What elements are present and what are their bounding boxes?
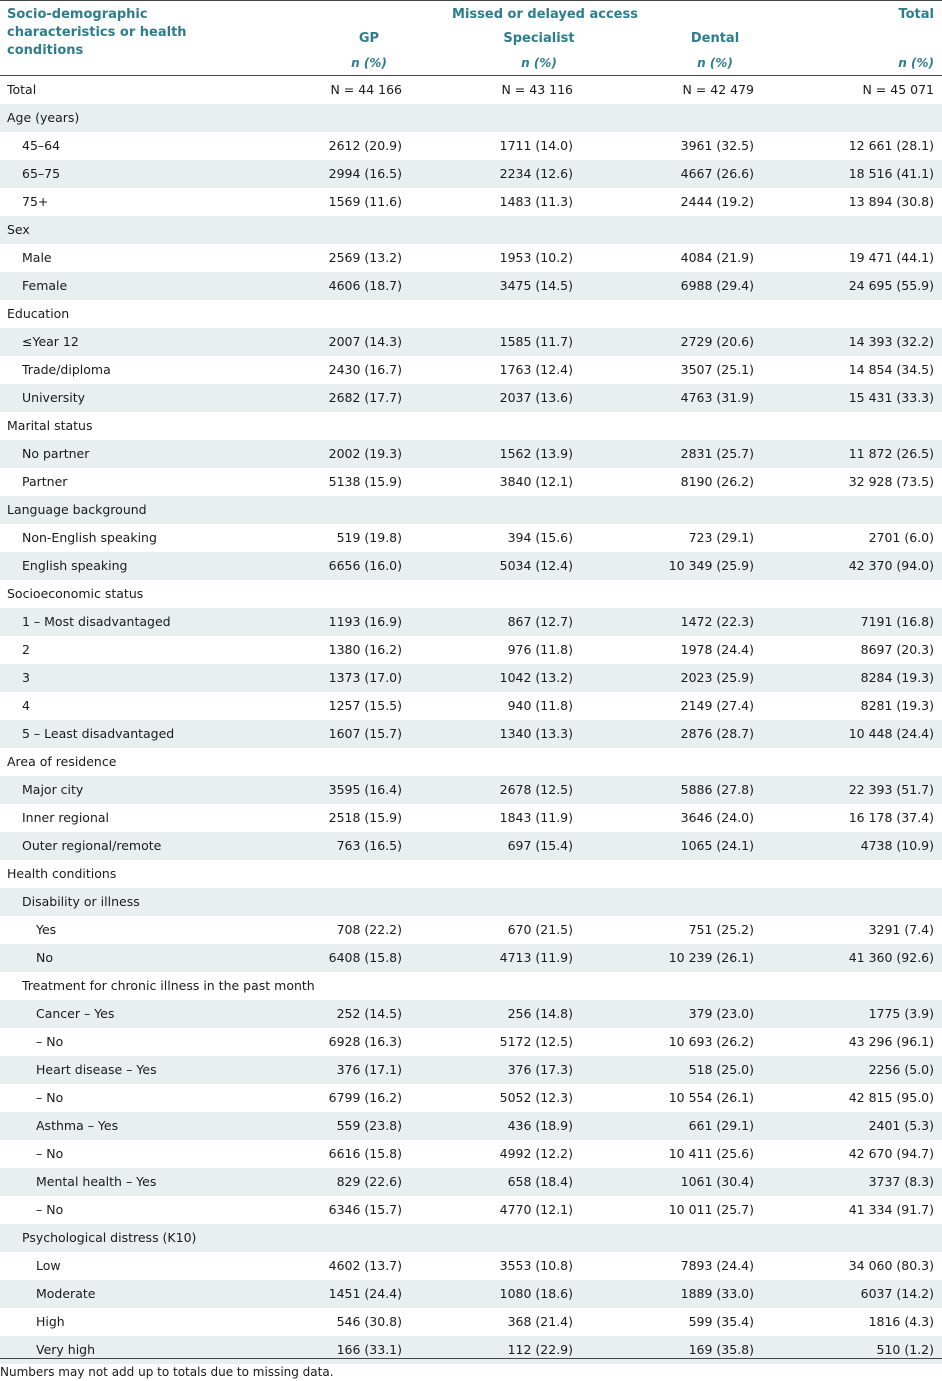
table-row [0,1252,942,1280]
total-cell: 8697 (20.3) [860,642,934,657]
table-row [0,1308,942,1336]
total-cell: 510 (1.2) [876,1342,934,1357]
dental-cell: 2444 (19.2) [680,194,754,209]
table-row [0,1280,942,1308]
gp-cell: 829 (22.6) [336,1174,402,1189]
table-row [0,580,942,608]
table-row [0,524,942,552]
specialist-cell: 5052 (12.3) [499,1090,573,1105]
dental-cell: N = 42 479 [682,82,754,97]
dental-cell: 10 349 (25.9) [668,558,754,573]
total-cell: 10 448 (24.4) [848,726,934,741]
specialist-cell: 3840 (12.1) [499,474,573,489]
gp-cell: 1373 (17.0) [328,670,402,685]
table-row [0,776,942,804]
total-cell: 15 431 (33.3) [848,390,934,405]
specialist-cell: 112 (22.9) [507,1342,573,1357]
row-label: Trade/diploma [22,362,111,377]
table-row [0,720,942,748]
table-row [0,104,942,132]
total-cell: 6037 (14.2) [860,1286,934,1301]
row-label: Non-English speaking [22,530,157,545]
dental-cell: 2023 (25.9) [680,670,754,685]
table-row [0,356,942,384]
table-row [0,1140,942,1168]
row-label: Total [7,82,37,97]
specialist-cell: 394 (15.6) [507,530,573,545]
table-row [0,692,942,720]
specialist-cell: 2678 (12.5) [499,782,573,797]
total-cell: 14 854 (34.5) [848,362,934,377]
dental-cell: 1978 (24.4) [680,642,754,657]
gp-cell: 763 (16.5) [336,838,402,853]
gp-cell: 1451 (24.4) [328,1286,402,1301]
specialist-cell: 1711 (14.0) [499,138,573,153]
table-footnote: Numbers may not add up to totals due to missing data. [0,1365,334,1379]
specialist-cell: 1953 (10.2) [499,250,573,265]
dental-unit-label: n (%) [697,56,733,70]
specialist-cell: 3553 (10.8) [499,1258,573,1273]
row-label: Socioeconomic status [7,586,144,601]
table-header [0,0,942,76]
table-row [0,468,942,496]
specialist-cell: 697 (15.4) [507,838,573,853]
table-row [0,1224,942,1252]
dental-cell: 10 411 (25.6) [668,1146,754,1161]
row-label: – No [36,1146,64,1161]
table-row [0,1196,942,1224]
gp-cell: 2612 (20.9) [328,138,402,153]
dental-cell: 4084 (21.9) [680,250,754,265]
row-label: 3 [22,670,30,685]
gp-cell: 6799 (16.2) [328,1090,402,1105]
table-row [0,1028,942,1056]
total-cell: N = 45 071 [862,82,934,97]
total-cell: 34 060 (80.3) [848,1258,934,1273]
table-row [0,496,942,524]
dental-cell: 661 (29.1) [688,1118,754,1133]
table-row [0,1168,942,1196]
row-label: 5 – Least disadvantaged [22,726,175,741]
dental-cell: 1472 (22.3) [680,614,754,629]
gp-cell: 708 (22.2) [336,922,402,937]
dental-cell: 3507 (25.1) [680,362,754,377]
row-label: 2 [22,642,30,657]
dental-cell: 751 (25.2) [688,922,754,937]
total-cell: 24 695 (55.9) [848,278,934,293]
dental-cell: 5886 (27.8) [680,782,754,797]
gp-cell: 4606 (18.7) [328,278,402,293]
dental-cell: 518 (25.0) [688,1062,754,1077]
total-cell: 43 296 (96.1) [848,1034,934,1049]
total-cell: 41 360 (92.6) [848,950,934,965]
table-row [0,76,942,104]
gp-cell: 3595 (16.4) [328,782,402,797]
total-cell: 12 661 (28.1) [848,138,934,153]
gp-cell: 2682 (17.7) [328,390,402,405]
dental-cell: 2729 (20.6) [680,334,754,349]
total-cell: 1816 (4.3) [868,1314,934,1329]
row-label: Heart disease – Yes [36,1062,157,1077]
gp-cell: 4602 (13.7) [328,1258,402,1273]
row-label: – No [36,1034,64,1049]
row-label: Treatment for chronic illness in the past month [22,978,315,993]
row-label: Low [36,1258,61,1273]
total-cell: 19 471 (44.1) [848,250,934,265]
dental-cell: 6988 (29.4) [680,278,754,293]
gp-column-header: GP [358,31,380,46]
dental-cell: 723 (29.1) [688,530,754,545]
total-cell: 42 815 (95.0) [848,1090,934,1105]
row-label: Mental health – Yes [36,1174,157,1189]
gp-cell: 2569 (13.2) [328,250,402,265]
row-label: Major city [22,782,84,797]
dental-cell: 7893 (24.4) [680,1258,754,1273]
table-row [0,832,942,860]
table-row [0,636,942,664]
gp-cell: 546 (30.8) [336,1314,402,1329]
gp-cell: 166 (33.1) [336,1342,402,1357]
specialist-cell: 1562 (13.9) [499,446,573,461]
row-label: Area of residence [7,754,117,769]
total-column-header: Total [898,7,934,22]
dental-cell: 3646 (24.0) [680,810,754,825]
row-label: Disability or illness [22,894,140,909]
specialist-cell: 4713 (11.9) [499,950,573,965]
gp-cell: 559 (23.8) [336,1118,402,1133]
table-row [0,300,942,328]
total-cell: 2256 (5.0) [868,1062,934,1077]
table-row [0,1056,942,1084]
dental-cell: 4667 (26.6) [680,166,754,181]
specialist-cell: 867 (12.7) [507,614,573,629]
dental-cell: 8190 (26.2) [680,474,754,489]
specialist-column-header: Specialist [503,31,575,46]
table-row [0,216,942,244]
table-row [0,1336,942,1364]
table-row [0,944,942,972]
total-cell: 3291 (7.4) [868,922,934,937]
dental-cell: 10 239 (26.1) [668,950,754,965]
dental-cell: 4763 (31.9) [680,390,754,405]
row-label: Education [7,306,70,321]
specialist-cell: 3475 (14.5) [499,278,573,293]
specialist-cell: 4992 (12.2) [499,1146,573,1161]
specialist-cell: 2037 (13.6) [499,390,573,405]
specialist-cell: 940 (11.8) [507,698,573,713]
row-label: – No [36,1202,64,1217]
total-cell: 41 334 (91.7) [848,1202,934,1217]
table-bottom-rule [0,1358,942,1359]
total-cell: 3737 (8.3) [868,1174,934,1189]
gp-cell: 2430 (16.7) [328,362,402,377]
total-cell: 8284 (19.3) [860,670,934,685]
row-label: Language background [7,502,147,517]
total-cell: 8281 (19.3) [860,698,934,713]
specialist-cell: 1080 (18.6) [499,1286,573,1301]
table-row [0,860,942,888]
total-unit-label: n (%) [898,56,934,70]
total-cell: 13 894 (30.8) [848,194,934,209]
total-cell: 42 670 (94.7) [848,1146,934,1161]
specialist-cell: 368 (21.4) [507,1314,573,1329]
gp-cell: 1193 (16.9) [328,614,402,629]
table-row [0,244,942,272]
row-label: Sex [7,222,30,237]
gp-cell: 519 (19.8) [336,530,402,545]
gp-cell: 6656 (16.0) [328,558,402,573]
row-label: Very high [36,1342,96,1357]
first-column-header: Socio-demographic characteristics or health conditions [7,7,187,58]
row-label: Outer regional/remote [22,838,162,853]
total-cell: 18 516 (41.1) [848,166,934,181]
row-label: English speaking [22,558,128,573]
table-row [0,1000,942,1028]
row-label: High [36,1314,65,1329]
gp-cell: 2518 (15.9) [328,810,402,825]
table-row [0,552,942,580]
specialist-cell: 1483 (11.3) [499,194,573,209]
row-label: Age (years) [7,110,80,125]
table-row [0,132,942,160]
specialist-cell: 1763 (12.4) [499,362,573,377]
row-label: No partner [22,446,90,461]
specialist-cell: 658 (18.4) [507,1174,573,1189]
specialist-cell: 670 (21.5) [507,922,573,937]
total-cell: 1775 (3.9) [868,1006,934,1021]
gp-cell: 2002 (19.3) [328,446,402,461]
gp-cell: 5138 (15.9) [328,474,402,489]
table-row [0,412,942,440]
dental-cell: 10 554 (26.1) [668,1090,754,1105]
row-label: University [22,390,86,405]
gp-cell: 6408 (15.8) [328,950,402,965]
table-row [0,1112,942,1140]
table-row [0,888,942,916]
row-label: No [36,950,53,965]
row-label: Inner regional [22,810,109,825]
table-row [0,916,942,944]
gp-cell: 1607 (15.7) [328,726,402,741]
gp-cell: 1257 (15.5) [328,698,402,713]
row-label: 1 – Most disadvantaged [22,614,171,629]
table-row [0,328,942,356]
table-row [0,188,942,216]
table-row [0,272,942,300]
specialist-cell: 5172 (12.5) [499,1034,573,1049]
total-cell: 32 928 (73.5) [848,474,934,489]
gp-cell: N = 44 166 [330,82,402,97]
total-cell: 16 178 (37.4) [848,810,934,825]
row-label: Yes [36,922,57,937]
specialist-cell: N = 43 116 [501,82,573,97]
gp-cell: 252 (14.5) [336,1006,402,1021]
dental-cell: 3961 (32.5) [680,138,754,153]
row-label: – No [36,1090,64,1105]
specialist-cell: 4770 (12.1) [499,1202,573,1217]
total-cell: 14 393 (32.2) [848,334,934,349]
row-label: Psychological distress (K10) [22,1230,197,1245]
total-cell: 22 393 (51.7) [848,782,934,797]
dental-cell: 2876 (28.7) [680,726,754,741]
specialist-cell: 436 (18.9) [507,1118,573,1133]
specialist-cell: 1843 (11.9) [499,810,573,825]
row-label: Marital status [7,418,93,433]
gp-cell: 1380 (16.2) [328,642,402,657]
row-label: ≤Year 12 [22,334,79,349]
table-row [0,1084,942,1112]
row-label: Asthma – Yes [36,1118,119,1133]
gp-cell: 6928 (16.3) [328,1034,402,1049]
group-header-missed-access: Missed or delayed access [452,7,638,22]
dental-cell: 10 011 (25.7) [668,1202,754,1217]
table-body [0,76,942,1364]
specialist-cell: 976 (11.8) [507,642,573,657]
specialist-cell: 1042 (13.2) [499,670,573,685]
total-cell: 7191 (16.8) [860,614,934,629]
total-cell: 4738 (10.9) [860,838,934,853]
gp-cell: 2007 (14.3) [328,334,402,349]
table-row [0,440,942,468]
dental-cell: 169 (35.8) [688,1342,754,1357]
table-row [0,804,942,832]
table-row [0,972,942,1000]
dental-cell: 379 (23.0) [688,1006,754,1021]
row-label: Partner [22,474,68,489]
row-label: Moderate [36,1286,96,1301]
total-cell: 11 872 (26.5) [848,446,934,461]
dental-cell: 2149 (27.4) [680,698,754,713]
row-label: 45–64 [22,138,61,153]
dental-cell: 1889 (33.0) [680,1286,754,1301]
specialist-cell: 376 (17.3) [507,1062,573,1077]
dental-cell: 1065 (24.1) [680,838,754,853]
total-cell: 42 370 (94.0) [848,558,934,573]
specialist-cell: 1340 (13.3) [499,726,573,741]
table-row [0,664,942,692]
dental-cell: 2831 (25.7) [680,446,754,461]
table-row [0,384,942,412]
table-row [0,608,942,636]
dental-column-header: Dental [690,31,740,46]
specialist-cell: 2234 (12.6) [499,166,573,181]
gp-cell: 6346 (15.7) [328,1202,402,1217]
dental-cell: 10 693 (26.2) [668,1034,754,1049]
row-label: Female [22,278,68,293]
row-label: Health conditions [7,866,117,881]
table-row [0,160,942,188]
dental-cell: 599 (35.4) [688,1314,754,1329]
row-label: 4 [22,698,30,713]
specialist-cell: 1585 (11.7) [499,334,573,349]
gp-cell: 6616 (15.8) [328,1146,402,1161]
table-row [0,748,942,776]
specialist-cell: 256 (14.8) [507,1006,573,1021]
dental-cell: 1061 (30.4) [680,1174,754,1189]
gp-cell: 1569 (11.6) [328,194,402,209]
row-label: Cancer – Yes [36,1006,115,1021]
specialist-cell: 5034 (12.4) [499,558,573,573]
row-label: 65–75 [22,166,61,181]
gp-cell: 2994 (16.5) [328,166,402,181]
total-cell: 2401 (5.3) [868,1118,934,1133]
gp-unit-label: n (%) [351,56,387,70]
specialist-unit-label: n (%) [521,56,557,70]
row-label: Male [22,250,52,265]
total-cell: 2701 (6.0) [868,530,934,545]
row-label: 75+ [22,194,49,209]
gp-cell: 376 (17.1) [336,1062,402,1077]
